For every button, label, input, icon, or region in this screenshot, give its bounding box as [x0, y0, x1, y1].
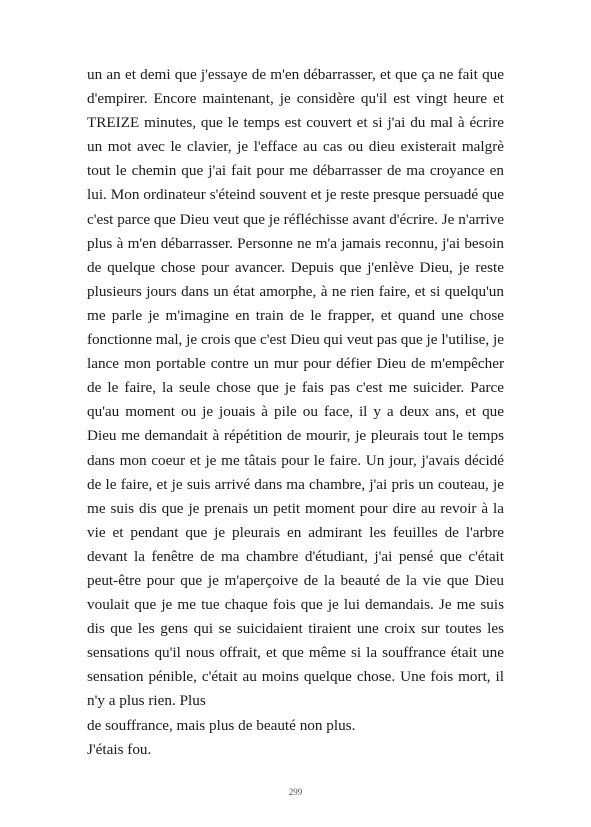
- paragraph: un an et demi que j'essaye de m'en débarrasser, et que ça ne fait que d'empirer. Encore maintenant, je considère qu'il est vingt heure et TREIZE minutes, que le temps est couvert et si j'ai du mal à écrire un mot avec le clavier, je l'efface au cas ou dieu existerait malgrè tout le chemin que j'ai fait pour me débarrasser de ma croyance en lui. Mon ordinateur s'éteind souvent et je reste presque persuadé que c'est parce que Dieu veut que je réfléchisse avant d'écrire. Je n'arrive plus à m'en débarrasser. Personne ne m'a jamais reconnu, j'ai besoin de quelque chose pour avancer. Depuis que j'enlève Dieu, je reste plusieurs jours dans un état amorphe, à ne rien faire, et si quelqu'un me parle je m'imagine en train de le frapper, et quand une chose fonctionne mal, je crois que c'est Dieu qui veut pas que je l'utilise, je lance mon portable contre un mur pour défier Dieu de m'empêcher de le faire, la seule chose que je fais pas c'est me suicider. Parce qu'au moment ou je jouais à pile ou face, il y a deux ans, et que Dieu me demandait à répétition de mourir, je pleurais tout le temps dans mon coeur et je me tâtais pour le faire. Un jour, j'avais décidé de le faire, et je suis arrivé dans ma chambre, j'ai pris un couteau, je me suis dis que je prenais un petit moment pour dire au revoir à la vie et pendant que je pleurais en admirant les feuilles de l'arbre devant la fenêtre de ma chambre d'étudiant, j'ai pensé que c'était peut-être pour que je m'aperçoive de la beauté de la vie que Dieu voulait que je me tue chaque fois que je lui demandais. Je me suis dis que les gens qui se suicidaient tiraient une croix sur toutes les sensations qu'il nous offrait, et que même si la souffrance était une sensation pénible, c'était au moins quelque chose. Une fois mort, il n'y a plus rien. Plus: [87, 66, 504, 710]
- page-number: 299: [288, 787, 303, 797]
- paragraph-last-line: de souffrance, mais plus de beauté non plus.: [87, 716, 356, 734]
- paragraph: J'étais fou.: [87, 740, 152, 758]
- body-text: [87, 63, 504, 762]
